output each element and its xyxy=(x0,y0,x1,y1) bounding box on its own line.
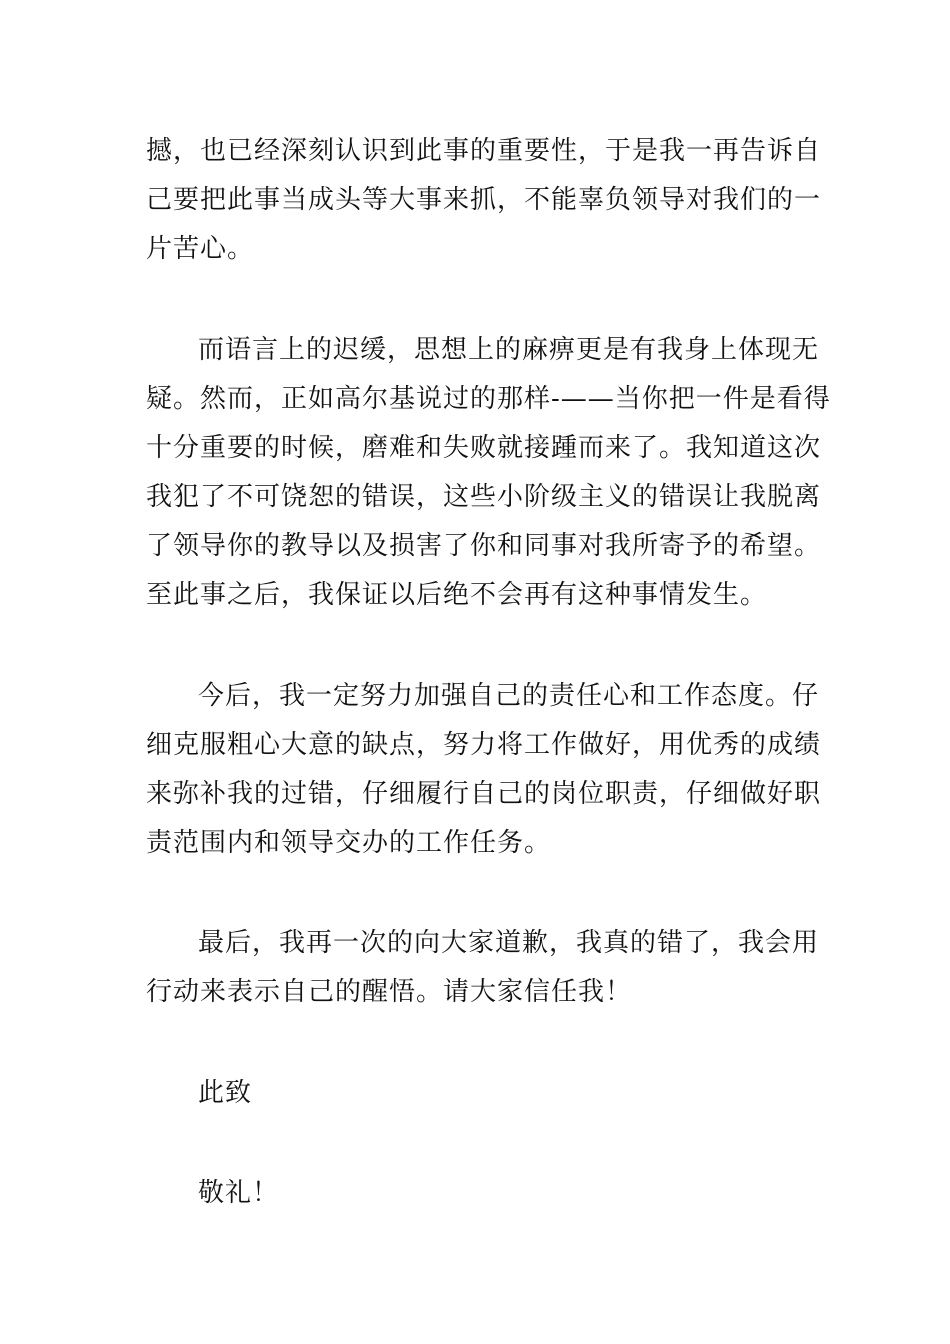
closing-line: 敬礼！ xyxy=(198,1178,280,1208)
closing-salutation xyxy=(146,1069,806,1118)
paragraph-line: 细克服粗心大意的缺点，努力将工作做好，用优秀的成绩 xyxy=(146,730,822,760)
paragraph-4 xyxy=(146,919,820,1017)
paragraph-line: 己要把此事当成头等大事来抓，不能辜负领导对我们的一 xyxy=(146,185,822,215)
paragraph-line: 来弥补我的过错，仔细履行自己的岗位职责，仔细做好职 xyxy=(146,779,822,809)
paragraph-line: 最后，我再一次的向大家道歉，我真的错了，我会用 xyxy=(198,928,820,958)
closing-regards xyxy=(146,1169,806,1218)
paragraph-line: 今后，我一定努力加强自己的责任心和工作态度。仔 xyxy=(198,681,820,711)
paragraph-line: 而语言上的迟缓，思想上的麻痹更是有我身上体现无 xyxy=(198,335,820,365)
paragraph-line: 责范围内和领导交办的工作任务。 xyxy=(146,828,552,858)
paragraph-line: 行动来表示自己的醒悟。请大家信任我！ xyxy=(146,977,633,1007)
paragraph-line: 撼，也已经深刻认识到此事的重要性，于是我一再告诉自 xyxy=(146,136,822,166)
closing-line: 此致 xyxy=(198,1078,253,1108)
paragraph-2 xyxy=(146,326,831,620)
paragraph-line: 了领导你的教导以及损害了你和同事对我所寄予的希望。 xyxy=(146,531,822,561)
paragraph-3 xyxy=(146,672,822,868)
paragraph-line: 片苦心。 xyxy=(146,234,255,264)
paragraph-line: 至此事之后，我保证以后绝不会再有这种事情发生。 xyxy=(146,580,768,610)
paragraph-1 xyxy=(146,127,822,274)
paragraph-line: 十分重要的时候，磨难和失败就接踵而来了。我知道这次 xyxy=(146,433,822,463)
paragraph-line: 疑。然而，正如高尔基说过的那样-——当你把一件是看得 xyxy=(146,384,831,414)
paragraph-line: 我犯了不可饶恕的错误，这些小阶级主义的错误让我脱离 xyxy=(146,482,822,512)
